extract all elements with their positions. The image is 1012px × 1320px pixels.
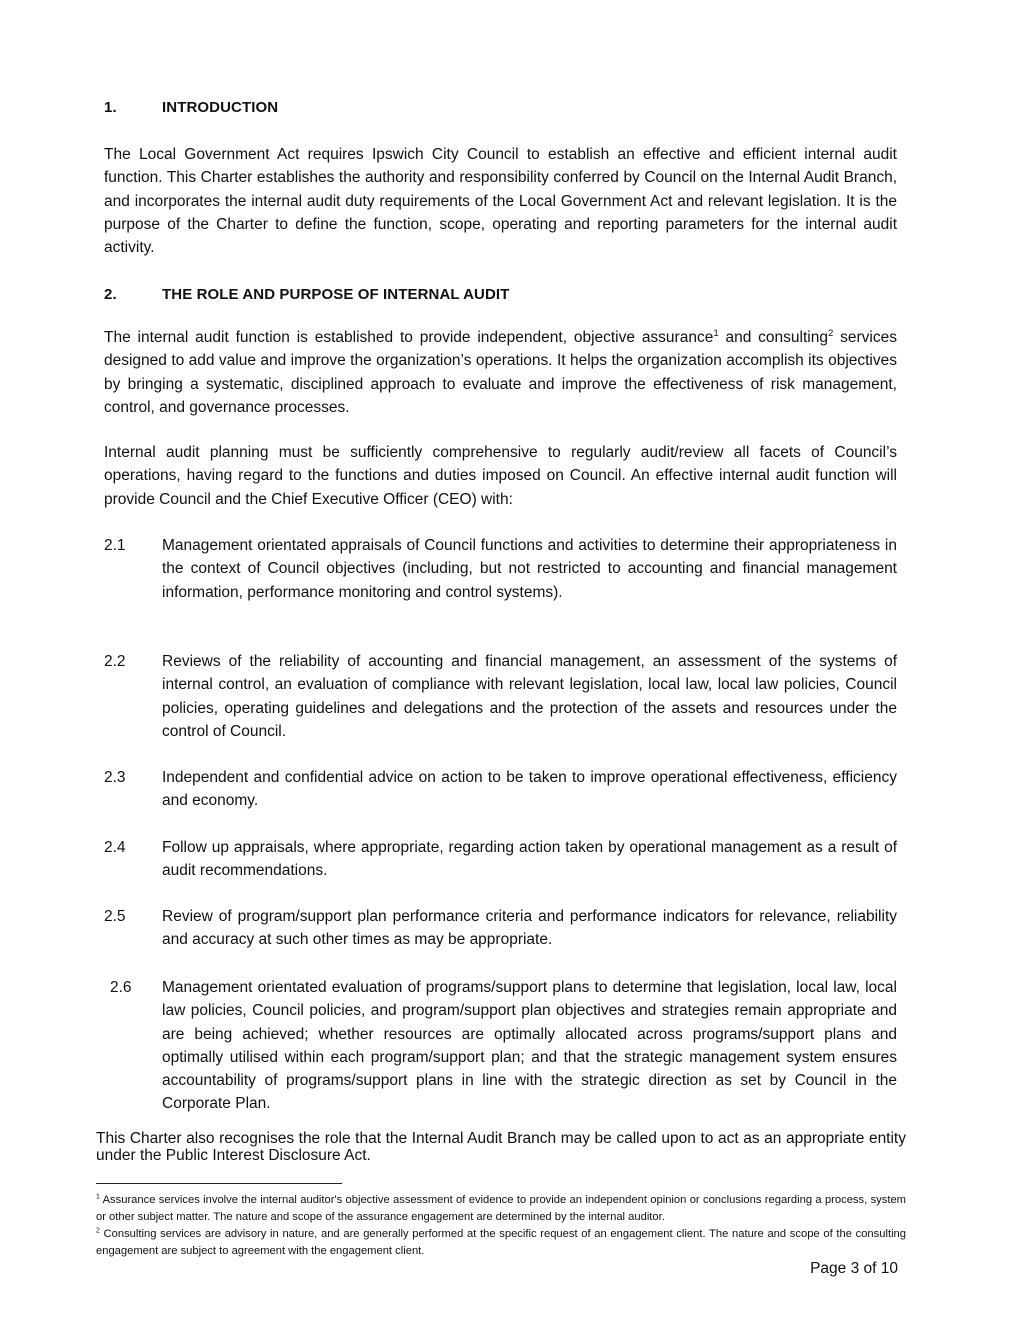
section-1-number: 1. [104,99,117,116]
role-purpose-text-3: services designed to add value and improve the organization’s operations. It helps the organization accomplish its objectives by bringing a systematic, disciplined approach to evaluate and improve the effectiveness of risk management, control, and governance processes. [104,329,897,416]
introduction-paragraph: The Local Government Act requires Ipswich City Council to establish an effective and efficient internal audit function. This Charter establishes the authority and responsibility conferred by Council on the Internal Audit Branch, and incorporates the internal audit duty requirements of the Local Government Act and relevant legislation. It is the purpose of the Charter to define the function, scope, operating and reporting parameters for the internal audit activity. [104,146,897,257]
list-item [104,836,897,883]
section-2-title: THE ROLE AND PURPOSE OF INTERNAL AUDIT [162,286,510,303]
list-item-text: Reviews of the reliability of accounting and financial management, an assessment of the systems of internal control, an evaluation of compliance with relevant legislation, local law, local law policies, Council policies, operating guidelines and delegations and the protection of the assets and resources under the control of Council. [162,653,897,740]
list-item-number: 2.5 [104,908,126,925]
section-2-heading [104,286,509,303]
footnote-2 [96,1226,906,1259]
list-item [104,766,897,813]
list-item [104,534,897,604]
footnote-marker: 1 [96,1193,100,1201]
closing-paragraph: This Charter also recognises the role that the Internal Audit Branch may be called upon to act as an appropriate entity under the Public Interest Disclosure Act. [96,1130,906,1164]
planning-paragraph: Internal audit planning must be sufficiently comprehensive to regularly audit/review all facets of Council’s operations, having regard to the functions and duties imposed on Council. An effective internal audit function will provide Council and the Chief Executive Officer (CEO) with: [104,444,897,508]
role-purpose-paragraph [104,326,897,419]
footnote-marker: 2 [96,1227,100,1235]
list-item-number: 2.6 [110,979,132,996]
list-item-text: Review of program/support plan performance criteria and performance indicators for relevance, reliability and accuracy at such other times as may be appropriate. [162,908,897,949]
footnote-text: Consulting services are advisory in nature, and are generally performed at the specific request of an engagement client. The nature and scope of the consulting engagement are subject to agreement with the engagement client. [96,1228,906,1257]
footnote-text: Assurance services involve the internal auditor's objective assessment of evidence to provide an independent opinion or conclusions regarding a process, system or other subject matter. The nature and scope of the assurance engagement are determined by the internal auditor. [96,1194,906,1223]
role-purpose-text-1: The internal audit function is established to provide independent, objective assurance [104,329,714,346]
footnote-1 [96,1192,906,1225]
list-item-number: 2.3 [104,769,126,786]
list-item-text: Management orientated evaluation of programs/support plans to determine that legislation, local law, local law policies, Council policies, and program/support plan objectives and strategies remain appropriate and are being achieved; whether resources are optimally allocated across programs/support plans and optimally utilised within each program/support plan; and that the strategic management system ensures accountability of programs/support plans in line with the strategic direction as set by Council in the Corporate Plan. [162,979,897,1113]
section-1-heading [104,99,278,116]
list-item-text: Follow up appraisals, where appropriate, regarding action taken by operational management as a result of audit recommendations. [162,839,897,880]
footnote-ref-1: 1 [713,327,719,339]
list-item-number: 2.4 [104,839,126,856]
list-item-text: Independent and confidential advice on action to be taken to improve operational effectiveness, efficiency and economy. [162,769,897,810]
list-item [104,650,897,743]
list-item-number: 2.2 [104,653,126,670]
list-item-number: 2.1 [104,537,126,554]
footnote-ref-2: 2 [827,327,834,339]
role-purpose-text-2: and consulting [718,329,828,346]
footnote-separator [96,1183,342,1184]
list-item [104,905,897,952]
list-item [104,976,897,1116]
section-1-title: INTRODUCTION [162,99,279,116]
section-2-number: 2. [104,286,117,303]
page-number: Page 3 of 10 [810,1260,898,1277]
list-item-text: Management orientated appraisals of Council functions and activities to determine their appropriateness in the context of Council objectives (including, but not restricted to accounting and financial management information, performance monitoring and control systems). [162,537,897,601]
